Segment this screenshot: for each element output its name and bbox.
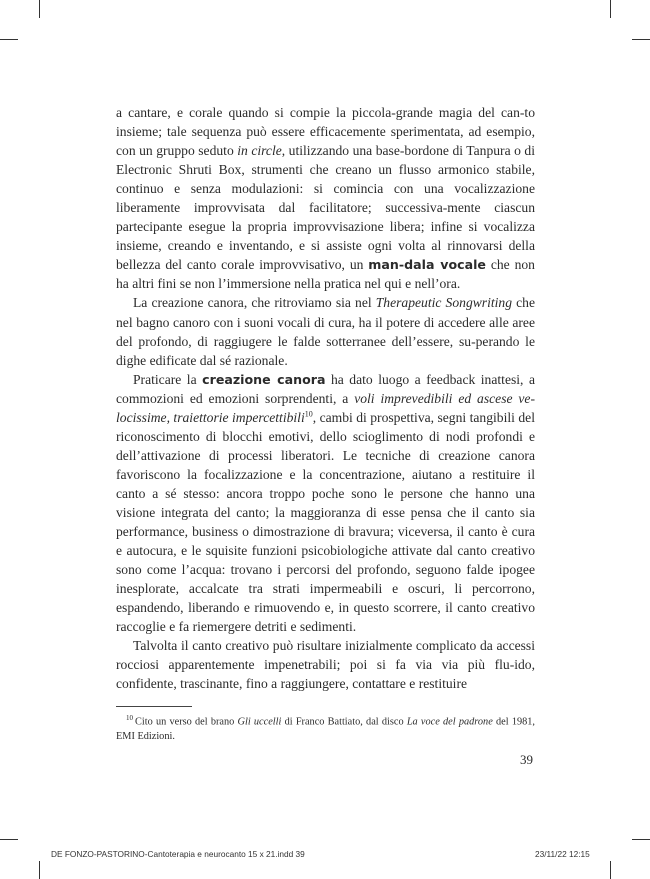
crop-mark [632,839,650,840]
footnote-rule [116,706,192,707]
paragraph-4: Talvolta il canto creativo può risultare inizialmente complicato da accessi rocciosi apparentemente impenetrabili; poi si fa via via più flu-ido, confidente, trascinante, fino a raggiungere, contattare e restituire [116,638,535,692]
crop-mark [0,39,18,40]
slug-filename: DE FONZO-PASTORINO-Cantoterapia e neurocanto 15 x 21.indd 39 [51,849,305,859]
crop-mark [39,861,40,879]
footnote: $^{10}$ Cito un verso del brano Gli uccelli di Franco Battiato, dal disco La voce del padrone del 1981, EMI Edizioni. [116,714,535,742]
paragraph-3: Praticare la creazione canora ha dato luogo a feedback inattesi, a commozioni ed emozioni sorprendenti, a voli imprevedibili ed ascese ve-locissime, traiettorie impercettibili$^{10}$, cambi di prospettiva, segni tangibili del riconoscimento di blocchi emotivi, dello scioglimento di nodi profondi e dell’attivazione di processi liberatori. Le tecniche di creazione canora favoriscono la focalizzazione e la concentrazione, aiutano a restituire il canto a sé stesso: ancora troppo poche sono le persone che hanno una visione integrata del canto; la maggioranza di esse pensa che il canto sia performance, business o dimostrazione di bravura; viceversa, il canto è cura e autocura, e le squisite funzioni psicobiologiche attivate dal canto creativo sono come l’acqua: trovano i percorsi del profondo, seguono falde ipogee inesplorate, accalcate tra strati impermeabili e oscuri, li percorrono, espandendo, liberando e rimuovendo e, in questo scorrere, il canto creativo raccoglie e fa riemergere detriti e sedimenti. [116,371,535,635]
paragraph-1: a cantare, e corale quando si compie la piccola-grande magia del can-to insieme; tale sequenza può essere efficacemente sperimentata, ad esempio, con un gruppo seduto in circle, utilizzando una base-bordone di Tanpura o di Electronic Shruti Box, strumenti che creano un flusso armonico stabile, continuo e senza modulazioni: si comincia con una vocalizzazione liberamente improvvisata dal facilitatore; successiva-mente ciascun partecipante esegue la propria improvvisazione libera; infine si vocalizza insieme, creando e inventando, e si assiste ogni volta al rinnovarsi della bellezza del canto corale improvvisativo, un man-dala vocale che non ha altri fini se non l’immersione nella pratica nel qui e nell’ora. [116,105,535,292]
body-text [116,103,535,693]
footnote-ref[interactable]: 10 [304,409,313,419]
page-number: 39 [520,752,533,767]
footnote-number: 10 [126,714,133,722]
slug-date: 23/11/22 12:15 [535,849,590,859]
crop-mark [610,0,611,18]
crop-mark [0,839,18,840]
crop-mark [632,39,650,40]
crop-mark [39,0,40,18]
crop-mark [610,861,611,879]
paragraph-2: La creazione canora, che ritroviamo sia nel Therapeutic Songwriting che nel bagno canoro con i suoni vocali di cura, ha il potere di accedere alle aree del profondo, di raggiugere le falde sotterranee dell’essere, su-perando le dighe edificate dal sé razionale. [116,295,536,368]
